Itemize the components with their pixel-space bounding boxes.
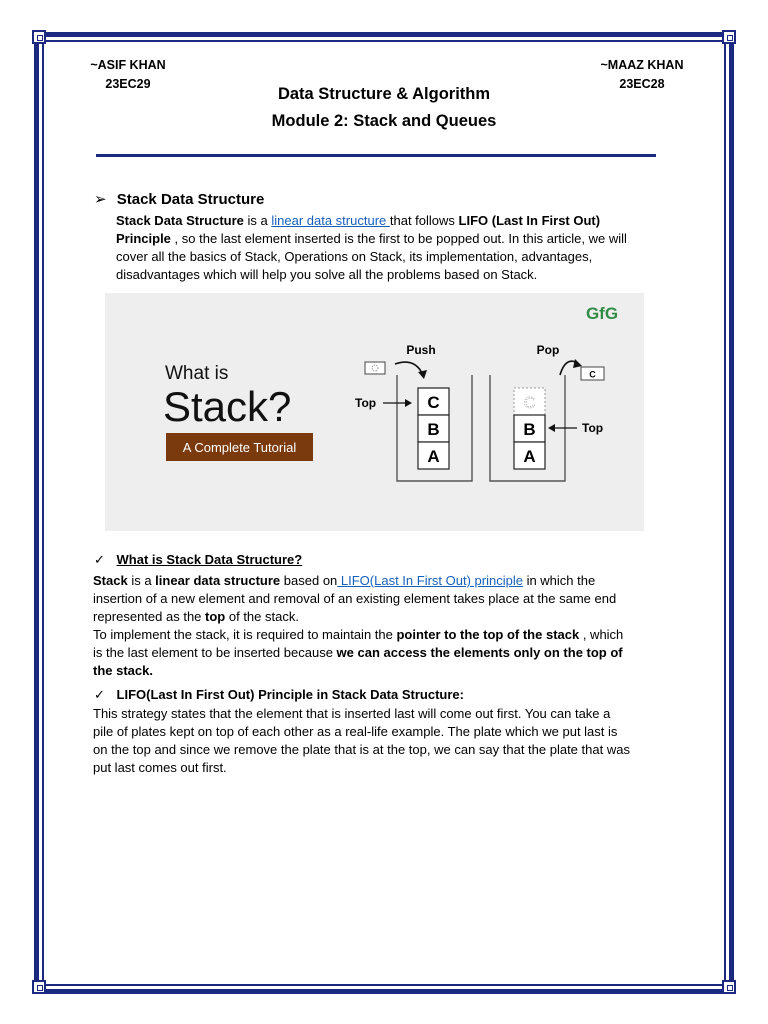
lifo-paragraph: This strategy states that the element that is inserted last will come out first. You can take a pile of plates kept on top of each other as a real-life example. The plate which we put last is on the top and since we remove the plate that is at the top, we can say that the plate that was put last comes out first.: [93, 706, 630, 775]
section-heading-stack-text: Stack Data Structure: [116, 191, 265, 208]
section-heading-what-is-text: What is Stack Data Structure?: [116, 552, 303, 567]
author-right-id: 23EC28: [619, 77, 665, 91]
corner-ornament-bottom-left: [32, 980, 46, 994]
title-divider: [96, 154, 656, 157]
what-is-paragraph: Stack is a linear data structure based on LIFO(Last In First Out) principle in which the insertion of a new element and removal of an existing element takes place at the same end represented as the top of the stack. To implement the stack, it is required to maintain the pointer to the top of the stack , which is the last element to be inserted because we can access the elements only on the top of the stack.: [93, 573, 624, 678]
corner-ornament-top-right: [722, 30, 736, 44]
top-pointer-left-arrow-icon: [405, 399, 412, 407]
top-label-right: Top: [582, 421, 604, 435]
page-subtitle: Module 2: Stack and Queues: [271, 112, 497, 130]
author-left-id: 23EC29: [105, 77, 151, 91]
intro-paragraph: Stack Data Structure is a linear data structure that follows LIFO (Last In First Out) Principle , so the last element inserted is the first to be popped out. In this article, we will cover all the basics of Stack, Operations on Stack, its implementation, advantages, disadvantages which will help you solve all the problems based on Stack.: [116, 213, 627, 282]
top-pointer-right-arrow-icon: [548, 424, 555, 432]
incoming-element-box: [365, 362, 385, 374]
gfg-logo-icon: GfG: [585, 304, 619, 323]
push-stack-item: A: [427, 447, 440, 466]
checkmark-icon: ✓: [94, 687, 105, 702]
pop-stack-item-ghost: C: [523, 395, 536, 412]
corner-ornament-bottom-right: [722, 980, 736, 994]
lifo-principle-link[interactable]: LIFO(Last In First Out) principle: [337, 573, 523, 588]
push-stack-item: B: [427, 420, 440, 439]
author-right-name: ~MAAZ KHAN: [600, 58, 684, 72]
stack-tutorial-figure: [105, 293, 644, 531]
push-stack-item: C: [427, 393, 440, 412]
push-label: Push: [406, 343, 436, 357]
page-title: Data Structure & Algorithm: [277, 85, 491, 103]
author-left-name: ~ASIF KHAN: [90, 58, 166, 72]
pop-stack-item: A: [523, 447, 536, 466]
checkmark-icon: ✓: [94, 552, 105, 567]
push-arrowhead-icon: [418, 370, 427, 379]
figure-what-is: What is: [165, 363, 229, 384]
section-heading-stack: [94, 190, 264, 208]
figure-tutorial-label: A Complete Tutorial: [182, 440, 297, 455]
top-label-left: Top: [355, 396, 377, 410]
push-arrow-icon: [395, 362, 423, 375]
pop-stack-item: B: [523, 420, 536, 439]
figure-stack-title: Stack?: [163, 383, 292, 430]
arrow-bullet-icon: ➢: [94, 191, 107, 208]
section-heading-what-is: [94, 551, 302, 569]
section-heading-lifo-text: LIFO(Last In First Out) Principle in Stack Data Structure:: [116, 687, 464, 702]
section-heading-lifo: [94, 686, 464, 704]
linear-data-structure-link[interactable]: linear data structure: [271, 213, 390, 228]
popped-element-label: C: [589, 369, 596, 380]
corner-ornament-top-left: [32, 30, 46, 44]
pop-label: Pop: [536, 343, 560, 357]
